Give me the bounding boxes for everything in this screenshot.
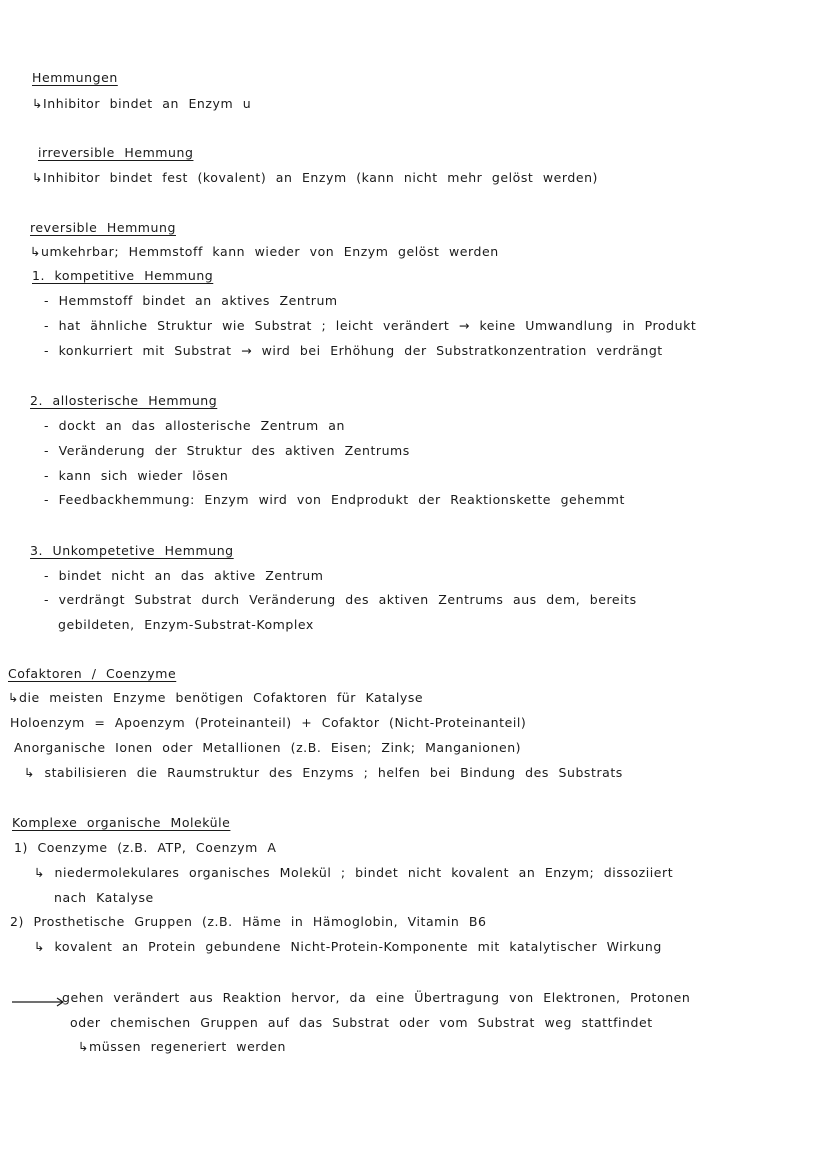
kompetitiv-item: - Hemmstoff bindet an aktives Zentrum [44, 293, 338, 308]
heading-irreversible-hemmung: irreversible Hemmung [38, 145, 194, 160]
komplexe-line: ↳ kovalent an Protein gebundene Nicht-Protein-Komponente mit katalytischer Wirkung [34, 939, 662, 954]
cofaktoren-line: Holoenzym = Apoenzym (Proteinanteil) + Cofaktor (Nicht-Proteinanteil) [10, 715, 527, 730]
kompetitiv-item: - konkurriert mit Substrat → wird bei Erhöhung der Substratkonzentration verdrängt [44, 343, 663, 358]
fazit-line: oder chemischen Gruppen auf das Substrat oder vom Substrat weg stattfindet [70, 1015, 653, 1030]
cofaktoren-line: Anorganische Ionen oder Metallionen (z.B. Eisen; Zink; Manganionen) [14, 740, 522, 755]
allosterisch-item: - kann sich wieder lösen [44, 468, 229, 483]
heading-hemmungen: Hemmungen [32, 70, 118, 85]
fazit-line: gehen verändert aus Reaktion hervor, da eine Übertragung von Elektronen, Protonen [62, 990, 691, 1005]
heading-allosterische-hemmung: 2. allosterische Hemmung [30, 393, 218, 408]
kompetitiv-item: - hat ähnliche Struktur wie Substrat ; leicht verändert → keine Umwandlung in Produkt [44, 318, 697, 333]
long-arrow-icon [12, 996, 66, 1008]
allosterisch-item: - Veränderung der Struktur des aktiven Zentrums [44, 443, 410, 458]
allosterisch-item: - Feedbackhemmung: Enzym wird von Endprodukt der Reaktionskette gehemmt [44, 492, 625, 507]
hemmungen-line-1: ↳Inhibitor bindet an Enzym u [32, 96, 252, 111]
komplexe-line: 1) Coenzyme (z.B. ATP, Coenzym A [14, 840, 277, 855]
unkompetetiv-item: gebildeten, Enzym-Substrat-Komplex [58, 617, 314, 632]
unkompetetiv-item: - bindet nicht an das aktive Zentrum [44, 568, 324, 583]
komplexe-line: ↳ niedermolekulares organisches Molekül ; bindet nicht kovalent an Enzym; dissoziiert [34, 865, 674, 880]
heading-unkompetetive-hemmung: 3. Unkompetetive Hemmung [30, 543, 234, 558]
heading-kompetitive-hemmung: 1. kompetitive Hemmung [32, 268, 214, 283]
komplexe-line: 2) Prosthetische Gruppen (z.B. Häme in Hämoglobin, Vitamin B6 [10, 914, 487, 929]
heading-cofaktoren: Cofaktoren / Coenzyme [8, 666, 177, 681]
komplexe-line: nach Katalyse [54, 890, 154, 905]
reversible-line-1: ↳umkehrbar; Hemmstoff kann wieder von Enzym gelöst werden [30, 244, 499, 259]
heading-reversible-hemmung: reversible Hemmung [30, 220, 176, 235]
unkompetetiv-item: - verdrängt Substrat durch Veränderung des aktiven Zentrums aus dem, bereits [44, 592, 637, 607]
cofaktoren-line: ↳ stabilisieren die Raumstruktur des Enzyms ; helfen bei Bindung des Substrats [24, 765, 623, 780]
heading-komplexe-organische-molekuele: Komplexe organische Moleküle [12, 815, 231, 830]
fazit-line: ↳müssen regeneriert werden [78, 1039, 286, 1054]
irreversible-line-1: ↳Inhibitor bindet fest (kovalent) an Enzym (kann nicht mehr gelöst werden) [32, 170, 598, 185]
cofaktoren-line: ↳die meisten Enzyme benötigen Cofaktoren für Katalyse [8, 690, 424, 705]
allosterisch-item: - dockt an das allosterische Zentrum an [44, 418, 345, 433]
